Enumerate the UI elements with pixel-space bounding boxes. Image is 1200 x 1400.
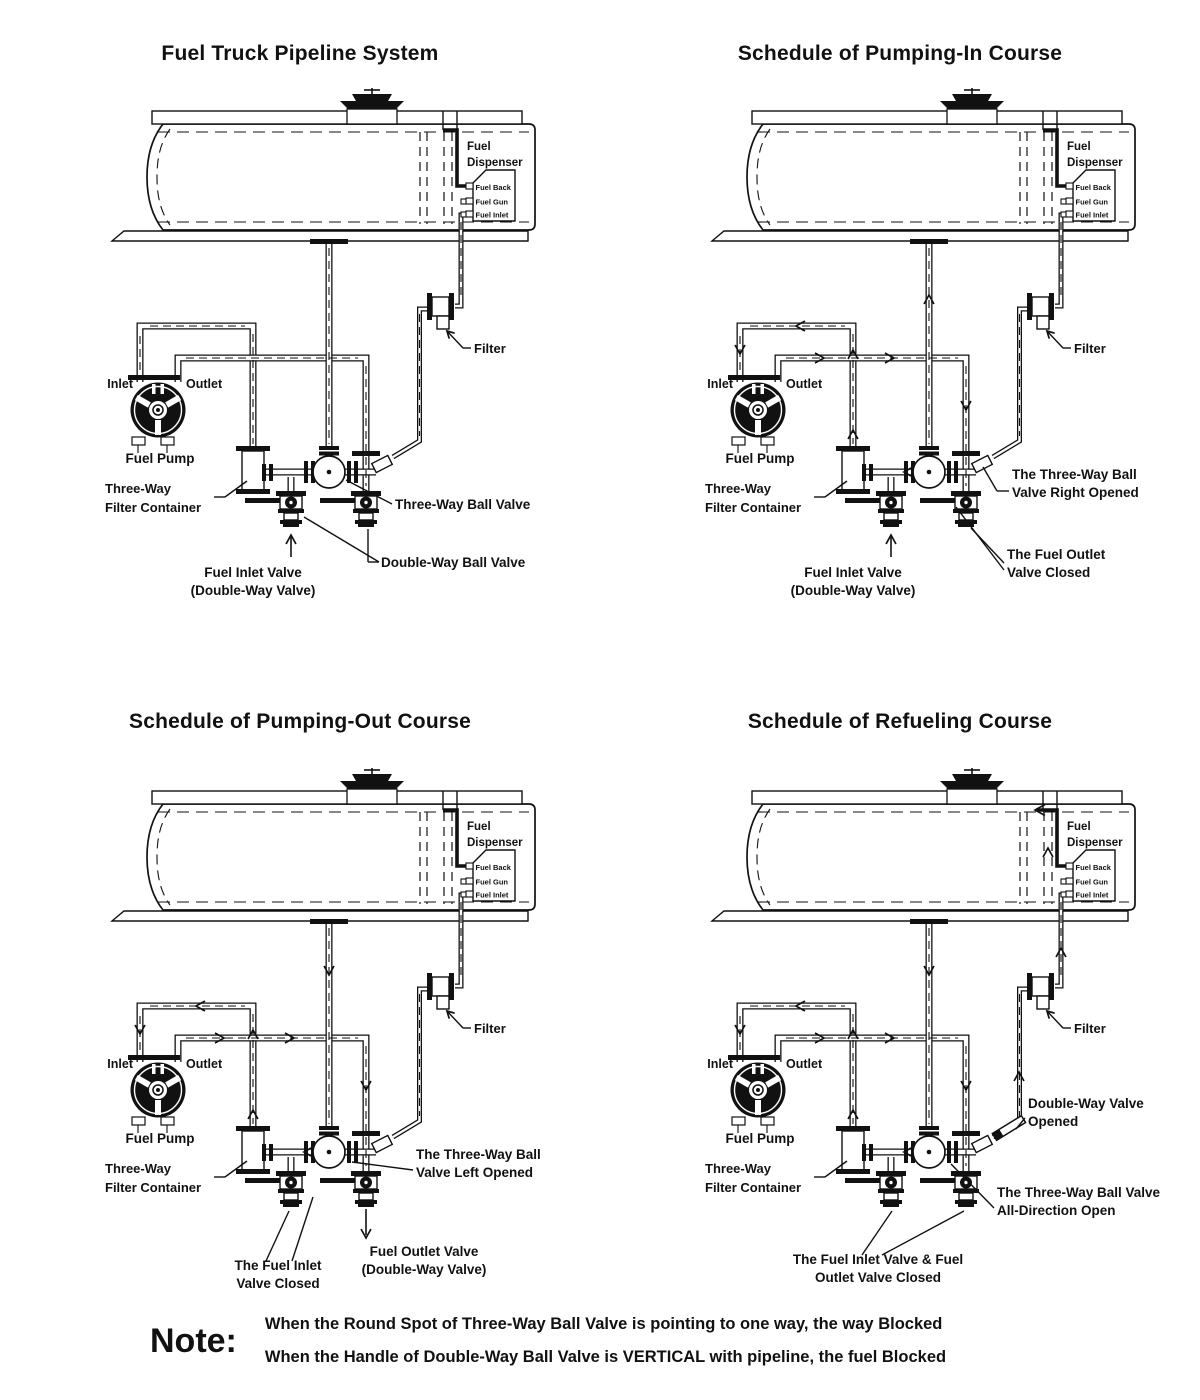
fuel-inlet-closed-label: The Fuel Inlet bbox=[234, 1258, 322, 1273]
fuel-dispenser-label: Fuel bbox=[467, 821, 491, 833]
fuel-back-pipe bbox=[443, 810, 470, 866]
fuel-outlet-closed-label bbox=[956, 507, 1106, 580]
three-way-ball-valve-label: Three-Way Ball Valve bbox=[395, 497, 531, 512]
fuel-back-pipe bbox=[443, 130, 470, 186]
note-line-2: When the Handle of Double-Way Ball Valve is VERTICAL with pipeline, the fuel Blocked bbox=[264, 1348, 947, 1366]
filter-container-label: Filter Container bbox=[105, 1180, 202, 1195]
fuel-dispenser bbox=[1061, 821, 1123, 901]
fuel-outlet-valve-label bbox=[361, 1209, 486, 1277]
double-way-opened-label: Double-Way Valve bbox=[1028, 1096, 1144, 1111]
note-section bbox=[150, 1308, 946, 1374]
dispenser-port-fuel-gun: Fuel Gun bbox=[1075, 877, 1108, 887]
pipe-open-end bbox=[372, 455, 393, 472]
fuel-dispenser bbox=[1061, 141, 1123, 221]
note-label: Note: bbox=[150, 1321, 237, 1360]
fuel-inlet-valve-label: Fuel Inlet Valve bbox=[804, 565, 902, 580]
valves-closed-label: Outlet Valve Closed bbox=[814, 1270, 942, 1285]
pipe-open-end bbox=[972, 455, 993, 472]
fuel-dispenser bbox=[461, 821, 523, 901]
fuel-dispenser-label: Fuel bbox=[467, 141, 491, 153]
fuel-pump bbox=[731, 383, 786, 454]
fuel-dispenser bbox=[461, 141, 523, 221]
three-way-all-open-label bbox=[951, 1164, 1161, 1218]
outlet-label: Outlet bbox=[786, 377, 823, 391]
filter-container-label: Three-Way bbox=[705, 1161, 771, 1176]
filter-label: Filter bbox=[1074, 341, 1106, 356]
filter-label: Filter bbox=[474, 341, 506, 356]
inlet-label: Inlet bbox=[707, 377, 733, 391]
walkway bbox=[752, 791, 1122, 804]
fuel-inlet-closed-label bbox=[234, 1197, 322, 1291]
dispenser-port-fuel-back: Fuel Back bbox=[1075, 183, 1111, 192]
panel-pipeline-system bbox=[0, 0, 600, 660]
filter-assembly bbox=[1027, 293, 1054, 329]
tank-internal-pipes bbox=[420, 791, 457, 904]
fuel-inlet-valve-label: (Double-Way Valve) bbox=[190, 583, 316, 598]
panel-pumping-in bbox=[600, 0, 1200, 660]
dispenser-port-fuel-gun: Fuel Gun bbox=[1075, 197, 1108, 207]
double-way-ball-valve-label bbox=[304, 517, 526, 570]
dispenser-port-fuel-inlet: Fuel Inlet bbox=[1075, 210, 1109, 220]
fuel-inlet-valve bbox=[245, 1171, 306, 1207]
page-title: Schedule of Pumping-In Course bbox=[737, 42, 1063, 65]
fuel-inlet-valve-label bbox=[791, 535, 916, 598]
manhole bbox=[940, 88, 1004, 124]
pipe-open-end bbox=[972, 1135, 993, 1152]
double-way-opened-label bbox=[1016, 1096, 1144, 1129]
fuel-pump-label: Fuel Pump bbox=[725, 1131, 795, 1146]
panel-refueling bbox=[600, 680, 1200, 1340]
tank-internal-pipes bbox=[1020, 111, 1057, 224]
diagram-refueling bbox=[600, 680, 1200, 1340]
fuel-back-pipe bbox=[1043, 130, 1070, 186]
valves-closed-label: The Fuel Inlet Valve & Fuel bbox=[792, 1252, 964, 1267]
fuel-pump bbox=[131, 1063, 186, 1134]
manhole bbox=[940, 768, 1004, 804]
fuel-outlet-valve bbox=[320, 1171, 381, 1207]
fuel-outlet-valve-label: Fuel Outlet Valve bbox=[369, 1244, 479, 1259]
flow-arrows bbox=[735, 848, 1066, 1157]
fuel-inlet-closed-label: Valve Closed bbox=[236, 1276, 320, 1291]
three-way-ball-valve bbox=[313, 456, 345, 488]
manhole bbox=[340, 768, 404, 804]
double-way-ball-valve-label: Double-Way Ball Valve bbox=[381, 555, 526, 570]
filter-container-label: Filter Container bbox=[705, 1180, 802, 1195]
outlet-label: Outlet bbox=[186, 1057, 223, 1071]
fuel-inlet-valve bbox=[245, 491, 306, 527]
filter-container-label: Filter Container bbox=[705, 500, 802, 515]
fuel-dispenser-label: Fuel bbox=[1067, 821, 1091, 833]
dispenser-port-fuel-gun: Fuel Gun bbox=[475, 877, 508, 887]
fuel-pump-label: Fuel Pump bbox=[125, 451, 195, 466]
dispenser-port-fuel-inlet: Fuel Inlet bbox=[1075, 890, 1109, 900]
fuel-inlet-valve-label bbox=[191, 535, 316, 598]
pipe-open-end bbox=[372, 1135, 393, 1152]
filter-label: Filter bbox=[1074, 1021, 1106, 1036]
fuel-outlet-valve bbox=[920, 1171, 981, 1207]
three-way-right-opened-label bbox=[983, 467, 1139, 500]
three-way-all-open-label: All-Direction Open bbox=[997, 1203, 1116, 1218]
fuel-outlet-valve bbox=[320, 491, 381, 527]
three-way-right-opened-label: Valve Right Opened bbox=[1012, 485, 1139, 500]
three-way-ball-valve bbox=[313, 1136, 345, 1168]
page-title: Schedule of Pumping-Out Course bbox=[128, 710, 471, 733]
fuel-pump-label: Fuel Pump bbox=[125, 1131, 195, 1146]
inlet-label: Inlet bbox=[107, 1057, 133, 1071]
page-title: Schedule of Refueling Course bbox=[747, 710, 1053, 733]
fuel-inlet-valve-label: (Double-Way Valve) bbox=[790, 583, 916, 598]
fuel-inlet-valve-label: Fuel Inlet Valve bbox=[204, 565, 302, 580]
fuel-dispenser-label: Fuel bbox=[1067, 141, 1091, 153]
dispenser-port-fuel-back: Fuel Back bbox=[475, 183, 511, 192]
filter-assembly bbox=[1027, 973, 1054, 1009]
fuel-pump-label: Fuel Pump bbox=[725, 451, 795, 466]
dispenser-port-fuel-inlet: Fuel Inlet bbox=[475, 210, 509, 220]
fuel-dispenser-label: Dispenser bbox=[467, 157, 523, 169]
filter-assembly bbox=[427, 293, 454, 329]
diagram-pumping-out bbox=[0, 680, 600, 1340]
fuel-inlet-valve bbox=[845, 491, 906, 527]
double-way-opened-label: Opened bbox=[1028, 1114, 1079, 1129]
three-way-left-opened-label: The Three-Way Ball bbox=[416, 1147, 541, 1162]
filter-label: Filter bbox=[474, 1021, 506, 1036]
walkway bbox=[152, 791, 522, 804]
walkway bbox=[752, 111, 1122, 124]
fuel-outlet-closed-label: The Fuel Outlet bbox=[1007, 547, 1106, 562]
fuel-outlet-valve bbox=[920, 491, 981, 527]
inlet-label: Inlet bbox=[707, 1057, 733, 1071]
dispenser-port-fuel-back: Fuel Back bbox=[1075, 863, 1111, 872]
dispenser-port-fuel-back: Fuel Back bbox=[475, 863, 511, 872]
filter-assembly bbox=[427, 973, 454, 1009]
diagram-pumping-in bbox=[600, 0, 1200, 660]
double-way-valve-lever bbox=[992, 1116, 1025, 1141]
three-way-all-open-label: The Three-Way Ball Valve bbox=[997, 1185, 1161, 1200]
fuel-dispenser-label: Dispenser bbox=[1067, 837, 1123, 849]
fuel-pump bbox=[131, 383, 186, 454]
walkway bbox=[152, 111, 522, 124]
filter-container-label: Filter Container bbox=[105, 500, 202, 515]
outlet-label: Outlet bbox=[786, 1057, 823, 1071]
note-lines bbox=[265, 1308, 946, 1374]
outlet-label: Outlet bbox=[186, 377, 223, 391]
dispenser-port-fuel-gun: Fuel Gun bbox=[475, 197, 508, 207]
fuel-dispenser-label: Dispenser bbox=[467, 837, 523, 849]
three-way-ball-valve bbox=[913, 1136, 945, 1168]
page-title: Fuel Truck Pipeline System bbox=[161, 42, 439, 65]
fuel-outlet-closed-label: Valve Closed bbox=[1007, 565, 1091, 580]
three-way-ball-valve bbox=[913, 456, 945, 488]
three-way-left-opened-label: Valve Left Opened bbox=[416, 1165, 534, 1180]
tank-internal-pipes bbox=[420, 111, 457, 224]
dispenser-port-fuel-inlet: Fuel Inlet bbox=[475, 890, 509, 900]
filter-container-label: Three-Way bbox=[105, 1161, 171, 1176]
fuel-inlet-valve bbox=[845, 1171, 906, 1207]
manhole bbox=[340, 88, 404, 124]
valves-closed-label bbox=[793, 1211, 964, 1285]
filter-container-label: Three-Way bbox=[705, 481, 771, 496]
filter-container-label: Three-Way bbox=[105, 481, 171, 496]
fuel-dispenser-label: Dispenser bbox=[1067, 157, 1123, 169]
inlet-label: Inlet bbox=[107, 377, 133, 391]
note-line-1: When the Round Spot of Three-Way Ball Valve is pointing to one way, the way Blocked bbox=[264, 1315, 943, 1333]
diagram-pipeline-system bbox=[0, 0, 600, 660]
fuel-pump bbox=[731, 1063, 786, 1134]
three-way-right-opened-label: The Three-Way Ball bbox=[1012, 467, 1137, 482]
fuel-outlet-valve-label: (Double-Way Valve) bbox=[361, 1262, 487, 1277]
panel-pumping-out bbox=[0, 680, 600, 1340]
